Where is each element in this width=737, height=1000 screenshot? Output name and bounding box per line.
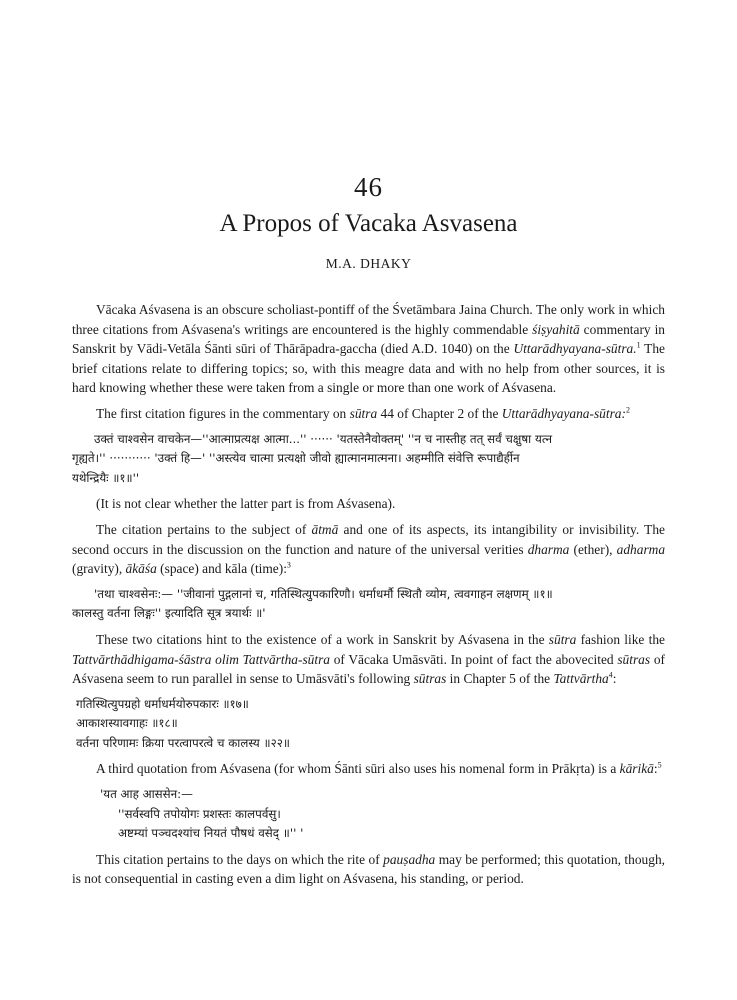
paragraph-first-citation — [72, 404, 665, 424]
footnote-ref[interactable]: 3 — [286, 560, 291, 570]
text-italic: sūtra — [349, 405, 378, 421]
text-run: in Chapter 5 of the — [446, 671, 554, 687]
text-run: The first citation figures in the commentary on — [96, 405, 350, 421]
footnote-ref[interactable]: 2 — [625, 405, 630, 415]
text-italic: ātmā — [311, 521, 339, 537]
paragraph-tattvartha — [72, 630, 665, 689]
paragraph-intro — [72, 300, 665, 398]
text-run: A third quotation from Aśvasena (for whom Śānti sūri also uses his nomenal form in Prākṛta) is a — [96, 761, 620, 777]
text-run: and one of its aspects, its intangibility or invisibility. The second occurs in the discussion on the function and nature of the universal verities — [72, 521, 665, 557]
paragraph-pausadha — [72, 850, 665, 889]
sutra-line: गतिस्थित्युपग्रहो धर्माधर्मयोरुपकारः ॥१७॥ — [76, 696, 249, 711]
article-body — [72, 300, 665, 895]
karika-line: अष्टम्यां पञ्चदश्यांच नियतं पौषधं वसेद् ॥'' ' — [118, 826, 304, 841]
text-run: of Vācaka Umāsvāti. In point of fact the abovecited — [329, 651, 618, 667]
text-run: (ether), — [569, 541, 617, 557]
footnote-ref[interactable]: 1 — [636, 340, 641, 350]
sanskrit-karika — [72, 785, 665, 844]
sutra-list — [72, 695, 665, 754]
text-run: This citation pertains to the days on which the rite of — [96, 851, 384, 867]
text-run: commentary in Sanskrit by Vādi-Vetāla Śānti sūri of Thārāpadra-gaccha (died A.D. 1040) on the — [72, 321, 665, 357]
text-run: These two citations hint to the existence of a work in Sanskrit by Aśvasena in the — [96, 631, 549, 647]
text-run: Vācaka Aśvasena is an obscure scholiast-pontiff of the Śvetāmbara Jaina Church. The only work in which three citations from Aśvasena's writings are encountered is the highly commendable — [72, 302, 665, 337]
text-italic: Uttarādhyayana-sūtra. — [513, 341, 637, 357]
footnote-ref[interactable]: 4 — [608, 670, 613, 680]
author-name: M.A. DHAKY — [325, 256, 412, 271]
text-run: The brief citations relate to differing topics; so, with this meagre data and with no help from other sources, it is hard knowing whether these were taken from a single or more than one work of Aśvasena. — [72, 341, 665, 396]
text-run: fashion like the — [576, 631, 665, 647]
footnote-ref[interactable]: 5 — [657, 761, 662, 770]
quote-line: 'तथा चाश्वसेनः:— ''जीवानां पुद्गलानां च, गतिस्थित्युपकारिणौ। धर्माधर्मौ स्थितौ व्योम, त्ववगाहन लक्षणम् ॥१॥ — [94, 586, 553, 601]
sanskrit-quote-1 — [72, 430, 665, 489]
text-run: (It is not clear whether the latter part is from Aśvasena). — [96, 496, 396, 512]
sanskrit-quote-2 — [72, 585, 665, 624]
sutra-line: आकाशस्यावगाहः ॥१८॥ — [76, 716, 178, 731]
quote-line: गृह्यते।'' ··········· 'उक्तं हि—' ''अस्त्येव चात्मा प्रत्यक्षो जीवो ह्यात्मानमात्मना। अहम्मीति संवेत्ति रूपाद्यैर्हीन — [72, 451, 520, 466]
paragraph-note — [72, 494, 665, 514]
quote-line: यथेन्द्रियैः ॥१॥'' — [72, 470, 140, 485]
text-italic: sūtras — [617, 651, 651, 667]
quote-line: कालस्तु वर्तना लिङ्गः'' इत्यादिति सूत्र त्रयार्थः ॥' — [72, 606, 266, 621]
karika-line: ''सर्वस्वपि तपोयोगः प्रशस्तः कालपर्वसु। — [118, 806, 281, 821]
text-run: of Aśvasena seem to run parallel in sense to Umāsvāti's following — [72, 651, 665, 687]
text-italic: sūtras — [413, 671, 447, 687]
text-italic: adharma — [616, 541, 666, 557]
text-italic: sūtra — [548, 631, 577, 647]
paragraph-atma — [72, 520, 665, 579]
text-italic: Tattvārthādhigama-śāstra olim Tattvārtha-sūtra — [72, 651, 330, 667]
text-run: The citation pertains to the subject of — [96, 521, 312, 537]
text-run: (space) and kāla (time): — [156, 561, 287, 577]
text-run: : — [653, 761, 658, 777]
text-italic: Tattvārtha — [553, 671, 609, 687]
text-italic: Uttarādhyayana-sūtra: — [501, 405, 626, 421]
article-title: A Propos of Vacaka Asvasena — [219, 210, 518, 237]
sutra-line: वर्तना परिणामः क्रिया परत्वापरत्वे च कालस्य ॥२२॥ — [76, 735, 290, 750]
paragraph-karika — [72, 759, 665, 779]
text-italic: pauṣadha — [383, 851, 436, 867]
text-run: may be performed; this quotation, though, is not consequential in casting even a dim light on Aśvasena, his standing, or period. — [72, 851, 665, 887]
text-italic: dharma — [527, 541, 570, 557]
karika-line: 'यत आह आससेन:— — [100, 787, 193, 802]
text-run: 44 of Chapter 2 of the — [377, 405, 502, 421]
text-italic: kārikā — [619, 761, 654, 777]
text-italic: śiṣyahitā — [532, 321, 580, 337]
text-run: (gravity), — [72, 561, 126, 577]
quote-line: उक्तं चाश्वसेन वाचकेन—''आत्माप्रत्यक्ष आत्मा...'' ······ 'यतस्तेनैवोक्तम्' ''न च नास्तीह तत् सर्वं चक्षुषा यत्न — [94, 431, 552, 446]
text-run: : — [612, 671, 617, 687]
chapter-number: 46 — [354, 172, 383, 202]
text-italic: ākāśa — [125, 561, 157, 577]
